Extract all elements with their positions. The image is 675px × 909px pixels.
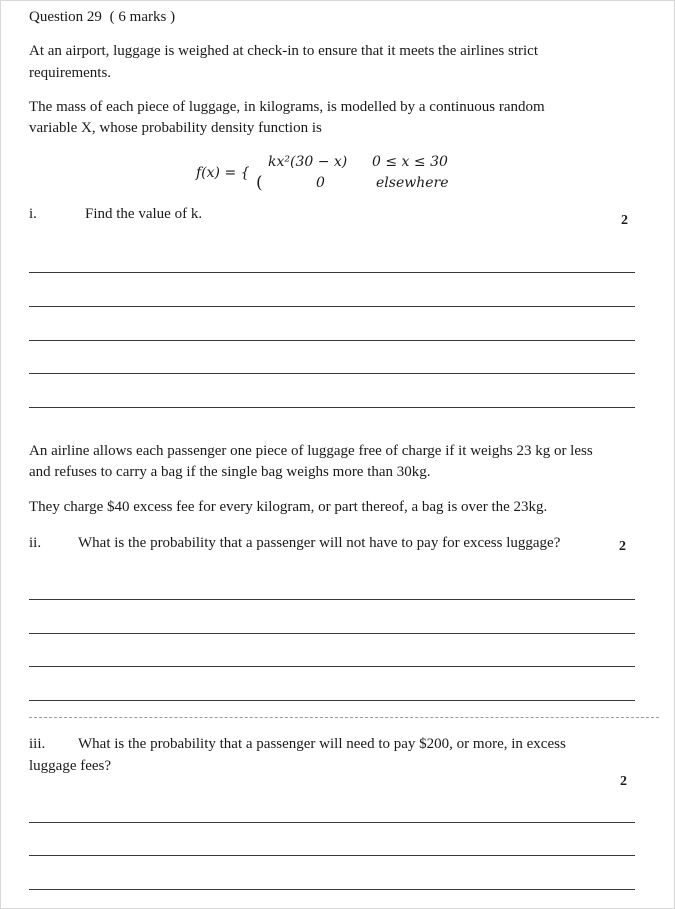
airline-line-1: An airline allows each passenger one piece of luggage free of charge if it weighs 23 kg or less — [29, 443, 593, 459]
answer-line[interactable] — [29, 633, 635, 634]
question-marks: ( 6 marks ) — [109, 9, 176, 25]
airline-line-2: and refuses to carry a bag if the single bag weighs more than 30kg. — [29, 464, 431, 480]
part-ii-text: What is the probability that a passenger will not have to pay for excess luggage? — [78, 535, 561, 551]
part-ii-number: ii. — [29, 535, 42, 551]
answer-line[interactable] — [29, 855, 635, 856]
answer-line[interactable] — [29, 373, 635, 374]
pdf-case2-expr: 0 — [316, 175, 325, 191]
pdf-case1-expr: kx²(30 − x) — [268, 154, 348, 170]
pdf-lhs: f(x) = { — [196, 165, 250, 181]
airline-charge: They charge $40 excess fee for every kilogram, or part thereof, a bag is over the 23kg. — [29, 499, 548, 515]
intro-line-1: At an airport, luggage is weighed at check-in to ensure that it meets the airlines strict — [29, 43, 539, 59]
section-divider — [29, 717, 659, 718]
intro-line-2: requirements. — [29, 65, 112, 81]
part-iii-text-line-2: luggage fees? — [29, 758, 112, 774]
part-ii-marks: 2 — [619, 539, 626, 554]
part-i-text: Find the value of k. — [85, 206, 203, 222]
answer-line[interactable] — [29, 822, 635, 823]
pdf-case2-condition: elsewhere — [376, 175, 449, 191]
answer-line[interactable] — [29, 272, 635, 273]
answer-line[interactable] — [29, 700, 635, 701]
answer-line[interactable] — [29, 666, 635, 667]
pdf-intro-line-1: The mass of each piece of luggage, in kilograms, is modelled by a continuous random — [29, 99, 545, 115]
part-i-number: i. — [29, 206, 37, 222]
answer-line[interactable] — [29, 407, 635, 408]
answer-line[interactable] — [29, 340, 635, 341]
part-i-marks: 2 — [621, 213, 628, 228]
answer-line[interactable] — [29, 889, 635, 890]
pdf-case1-condition: 0 ≤ x ≤ 30 — [372, 154, 448, 170]
answer-line[interactable] — [29, 306, 635, 307]
part-iii-number: iii. — [29, 736, 46, 752]
question-heading — [29, 7, 175, 27]
brace-lower: ( — [256, 173, 263, 193]
part-iii-marks: 2 — [620, 774, 627, 789]
answer-line[interactable] — [29, 599, 635, 600]
question-label: Question 29 — [29, 9, 102, 25]
pdf-intro-line-2: variable X, whose probability density function is — [29, 120, 322, 136]
part-iii-text-line-1: What is the probability that a passenger will need to pay $200, or more, in excess — [78, 736, 566, 752]
